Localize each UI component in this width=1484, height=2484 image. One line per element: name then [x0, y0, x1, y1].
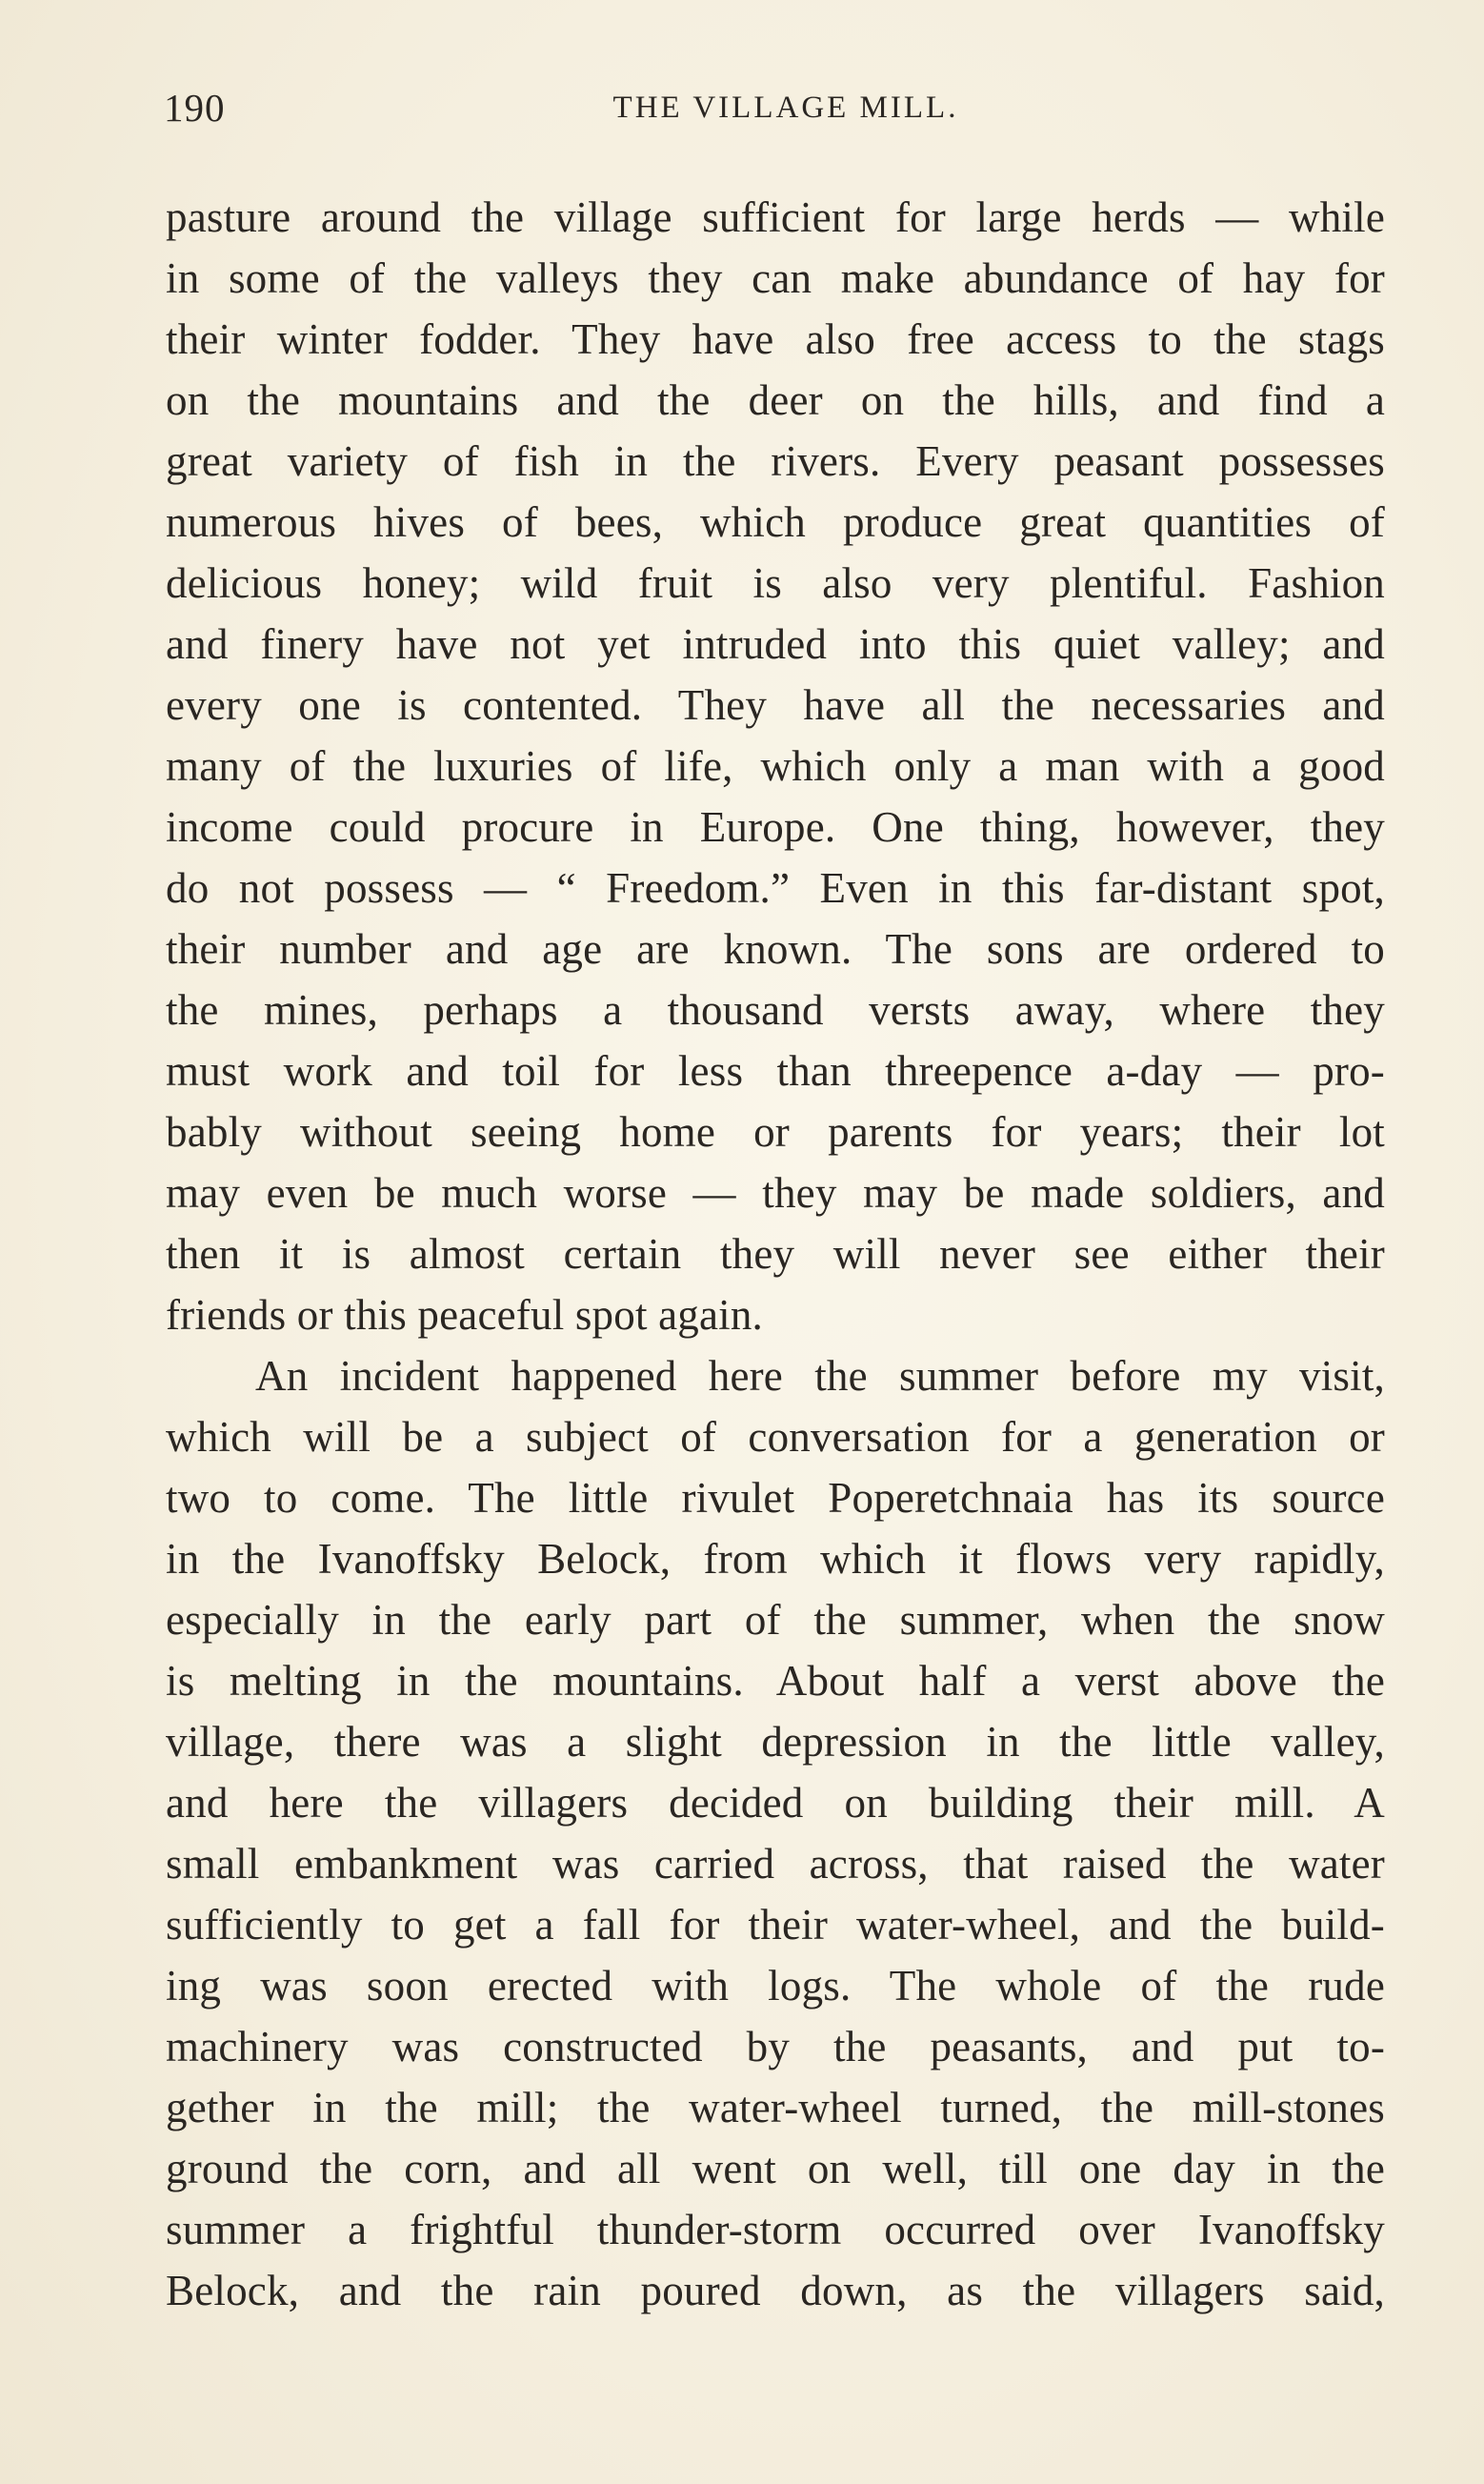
text-line: their number and age are known. The sons are ordered to [166, 925, 1385, 973]
text-line: especially in the early part of the summer, when the snow [166, 1596, 1385, 1644]
text-line: pasture around the village sufficient for large herds — while [166, 193, 1385, 241]
text-line: every one is contented. They have all the necessaries and [166, 681, 1385, 729]
body-text [166, 187, 1385, 2321]
text-line: ground the corn, and all went on well, till one day in the [166, 2145, 1385, 2192]
text-line: then it is almost certain they will never see either their [166, 1230, 1385, 1278]
paragraph-start-line: An incident happened here the summer before my visit, [255, 1352, 1385, 1400]
text-line: and finery have not yet intruded into this quiet valley; and [166, 620, 1385, 668]
text-line: in some of the valleys they can make abundance of hay for [166, 254, 1385, 302]
text-line: in the Ivanoffsky Belock, from which it flows very rapidly, [166, 1535, 1385, 1583]
text-line: summer a frightful thunder-storm occurred over Ivanoffsky [166, 2206, 1385, 2253]
text-line: income could procure in Europe. One thing, however, they [166, 803, 1385, 851]
text-line: and here the villagers decided on building their mill. A [166, 1779, 1385, 1827]
page-header [164, 84, 1389, 131]
text-line: gether in the mill; the water-wheel turned, the mill-stones [166, 2084, 1385, 2131]
running-title: THE VILLAGE MILL. [612, 91, 959, 125]
text-line: on the mountains and the deer on the hills, and find a [166, 376, 1385, 424]
text-line: which will be a subject of conversation for a generation or [166, 1413, 1385, 1461]
text-line: delicious honey; wild fruit is also very plentiful. Fashion [166, 559, 1385, 607]
text-line: must work and toil for less than threepence a-day — pro- [166, 1047, 1385, 1095]
text-line: the mines, perhaps a thousand versts away, where they [166, 986, 1385, 1034]
text-line: is melting in the mountains. About half a verst above the [166, 1657, 1385, 1705]
text-line: small embankment was carried across, that raised the water [166, 1840, 1385, 1888]
text-line: sufficiently to get a fall for their water-wheel, and the build- [166, 1901, 1385, 1949]
text-line: village, there was a slight depression in the little valley, [166, 1718, 1385, 1766]
text-line: many of the luxuries of life, which only a man with a good [166, 742, 1385, 790]
text-line: ing was soon erected with logs. The whole of the rude [166, 1962, 1385, 2009]
text-line: Belock, and the rain poured down, as the villagers said, [166, 2267, 1385, 2314]
text-line: machinery was constructed by the peasants, and put to- [166, 2023, 1385, 2070]
text-line: may even be much worse — they may be made soldiers, and [166, 1169, 1385, 1217]
text-line: bably without seeing home or parents for years; their lot [166, 1108, 1385, 1156]
text-line: their winter fodder. They have also free access to the stags [166, 315, 1385, 363]
text-line: great variety of fish in the rivers. Every peasant possesses [166, 437, 1385, 485]
paragraph-end-line: friends or this peaceful spot again. [166, 1291, 764, 1339]
text-line: do not possess — “ Freedom.” Even in this far-distant spot, [166, 864, 1385, 912]
page-number: 190 [164, 86, 226, 130]
text-line: two to come. The little rivulet Poperetchnaia has its source [166, 1474, 1385, 1522]
text-line: numerous hives of bees, which produce great quantities of [166, 498, 1385, 546]
